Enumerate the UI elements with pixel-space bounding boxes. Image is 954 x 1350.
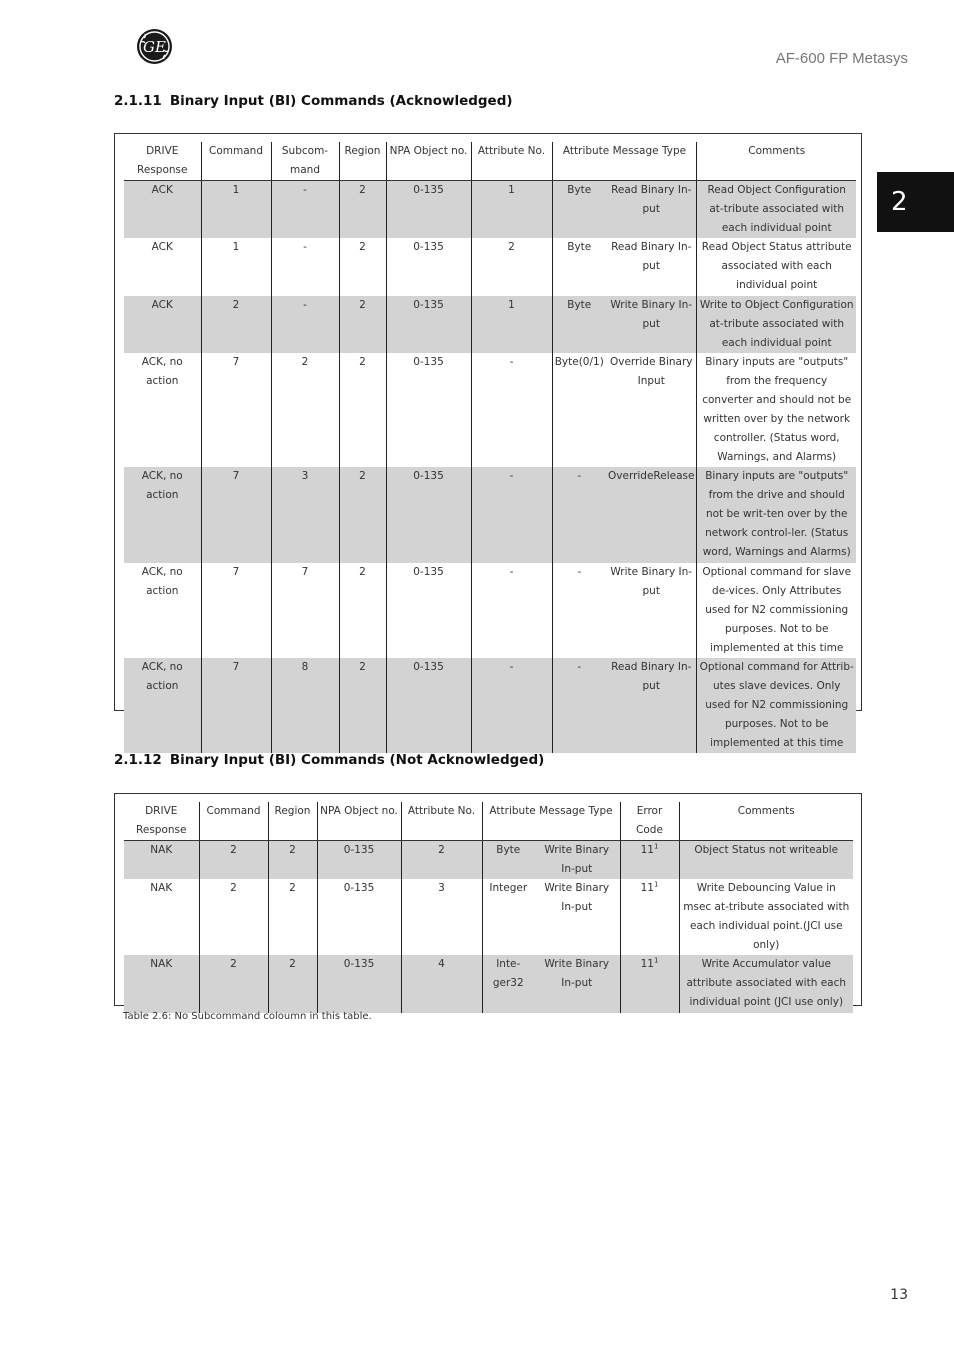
col-drive-response: DRIVE Response [124, 142, 201, 181]
cell-resp: ACK [124, 181, 201, 239]
cell-region: 2 [339, 238, 386, 296]
cell-attr: 4 [401, 955, 482, 1013]
cell-resp: ACK, no action [124, 353, 201, 467]
col-command: Command [201, 142, 271, 181]
cell-cmd: 7 [201, 353, 271, 467]
cell-sub: 2 [271, 353, 339, 467]
cell-npa: 0-135 [317, 955, 401, 1013]
cell-msg: Write Binary In-put [606, 563, 697, 658]
cell-comment: Read Object Configuration at-tribute associated with each individual point [697, 181, 856, 239]
cell-npa: 0-135 [386, 563, 471, 658]
cell-resp: ACK, no action [124, 658, 201, 753]
cell-region: 2 [268, 879, 317, 955]
cell-msg: Write Binary In-put [606, 296, 697, 353]
cell-resp: ACK, no action [124, 467, 201, 563]
table-row [124, 879, 853, 955]
cell-npa: 0-135 [317, 879, 401, 955]
cell-attr: - [471, 467, 552, 563]
table-row [124, 296, 856, 353]
cell-attr: 1 [471, 296, 552, 353]
cell-comment: Optional command for Attrib-utes slave devices. Only used for N2 commissioning purposes. Not to be implemented at this time [697, 658, 856, 753]
table-row [124, 658, 856, 753]
cell-type: Inte-ger32 [482, 955, 534, 1013]
cell-sub: 8 [271, 658, 339, 753]
cell-msg: Write Binary In-put [534, 841, 620, 880]
col-command: Command [199, 802, 268, 841]
cell-region: 2 [339, 296, 386, 353]
table-header-row [124, 802, 853, 841]
error-code-value: 11 [640, 844, 654, 856]
error-code-footnote: 1 [653, 880, 659, 889]
cell-comment: Optional command for slave de-vices. Only Attributes used for N2 commissioning purposes. Not to be implemented at this time [702, 566, 852, 654]
table-caption: Table 2.6: No Subcommand coloumn in this table. [123, 1011, 372, 1022]
cell-attr: 3 [401, 879, 482, 955]
cell-region: 2 [339, 467, 386, 563]
cell-npa: 0-135 [386, 467, 471, 563]
cell-region: 2 [339, 563, 386, 658]
cell-msg: OverrideRelease [606, 467, 697, 563]
chapter-number: 2 [891, 187, 908, 217]
cell-resp: NAK [124, 955, 199, 1013]
cell-region: 2 [339, 181, 386, 239]
section-number: 2.1.11 [114, 93, 162, 109]
cell-type: Byte [552, 181, 606, 239]
cell-msg: Read Binary In-put [606, 238, 697, 296]
cell-cmd: 2 [199, 841, 268, 880]
cell-npa: 0-135 [386, 238, 471, 296]
cell-msg: Write Binary In-put [534, 879, 620, 955]
col-region: Region [268, 802, 317, 841]
cell-sub: - [271, 238, 339, 296]
cell-err [620, 879, 679, 955]
cell-attr: - [471, 658, 552, 753]
cell-cmd: 7 [201, 658, 271, 753]
cell-comment: Read Object Status attribute associated with each individual point [701, 241, 852, 291]
section-title: Binary Input (BI) Commands (Acknowledged) [169, 93, 513, 109]
cell-attr: 1 [471, 181, 552, 239]
cell-cmd: 2 [201, 296, 271, 353]
ge-logo [136, 28, 173, 65]
table-acknowledged-frame [114, 133, 862, 749]
cell-err [620, 841, 679, 880]
cell-cmd: 1 [201, 181, 271, 239]
cell-resp: ACK [124, 238, 201, 296]
cell-npa: 0-135 [386, 353, 471, 467]
cell-err [620, 955, 679, 1013]
cell-npa: 0-135 [317, 841, 401, 880]
cell-type: Byte [482, 841, 534, 880]
cell-comment: Binary inputs are "outputs" from the drive and should not be writ-ten over by the network control-ler. (Status word, Warnings and Alarms) [697, 467, 856, 563]
error-code-value: 11 [640, 958, 654, 970]
col-error-code: Error Code [620, 802, 679, 841]
error-code-footnote: 1 [653, 842, 659, 851]
cell-comment: Binary inputs are "outputs" from the frequency converter and should not be written over by the network controller. (Status word, Warnings, and Alarms) [702, 356, 852, 463]
chapter-tab [877, 172, 954, 232]
cell-type: Byte [552, 296, 606, 353]
cell-npa: 0-135 [386, 658, 471, 753]
cell-comment: Write Accumulator value attribute associated with each individual point (JCI use only) [679, 955, 853, 1013]
table-acknowledged [124, 142, 856, 753]
cell-region: 2 [339, 353, 386, 467]
cell-msg: Override Binary Input [606, 353, 697, 467]
cell-region: 2 [339, 658, 386, 753]
col-comments: Comments [697, 142, 856, 181]
cell-sub: 3 [271, 467, 339, 563]
table-row [124, 467, 856, 563]
cell-type: - [577, 566, 582, 578]
col-attribute-no: Attribute No. [471, 142, 552, 181]
table-not-acknowledged-frame [114, 793, 862, 1006]
page-number: 13 [890, 1287, 908, 1303]
cell-msg: Write Binary In-put [534, 955, 620, 1013]
cell-cmd: 2 [199, 879, 268, 955]
cell-npa: 0-135 [386, 181, 471, 239]
cell-sub: - [271, 296, 339, 353]
table-row [124, 563, 856, 658]
section-heading-acknowledged [114, 93, 513, 109]
cell-resp: ACK [124, 296, 201, 353]
col-region: Region [339, 142, 386, 181]
cell-attr: 2 [401, 841, 482, 880]
error-code-footnote: 1 [653, 956, 659, 965]
error-code-value: 11 [640, 882, 654, 894]
table-row [124, 238, 856, 296]
cell-comment: Write Debouncing Value in msec at-tribute associated with each individual point.(JCI use only) [683, 882, 850, 951]
cell-cmd: 2 [199, 955, 268, 1013]
cell-attr: - [471, 353, 552, 467]
table-header-row [124, 142, 856, 181]
cell-comment: Object Status not writeable [679, 841, 853, 880]
svg-text:GE: GE [143, 38, 166, 56]
cell-cmd: 7 [201, 467, 271, 563]
table-row [124, 955, 853, 1013]
table-row [124, 841, 853, 880]
cell-type: - [552, 467, 606, 563]
table-row [124, 353, 856, 467]
col-drive-response: DRIVE Response [124, 802, 199, 841]
cell-region: 2 [268, 841, 317, 880]
col-attribute-message-type: Attribute Message Type [482, 802, 620, 841]
cell-resp: NAK [124, 841, 199, 880]
cell-comment: Write to Object Configuration at-tribute associated with each individual point [697, 296, 856, 353]
cell-resp: NAK [124, 879, 199, 955]
section-heading-not-acknowledged [114, 752, 544, 768]
section-title: Binary Input (BI) Commands (Not Acknowledged) [169, 752, 545, 768]
cell-type: Byte [567, 241, 592, 253]
cell-sub: - [271, 181, 339, 239]
col-subcommand: Subcom-mand [271, 142, 339, 181]
cell-msg: Read Binary In-put [606, 181, 697, 239]
document-title: AF-600 FP Metasys [775, 50, 908, 67]
section-number: 2.1.12 [114, 752, 162, 768]
cell-region: 2 [268, 955, 317, 1013]
col-npa-object: NPA Object no. [386, 142, 471, 181]
cell-type: Integer [489, 882, 528, 894]
col-attribute-message-type: Attribute Message Type [552, 142, 697, 181]
cell-npa: 0-135 [386, 296, 471, 353]
cell-sub: 7 [271, 563, 339, 658]
cell-cmd: 1 [201, 238, 271, 296]
col-comments: Comments [679, 802, 853, 841]
cell-attr: 2 [471, 238, 552, 296]
cell-attr: - [471, 563, 552, 658]
cell-type: - [552, 658, 606, 753]
cell-type: Byte(0/1) [554, 356, 604, 368]
cell-cmd: 7 [201, 563, 271, 658]
cell-msg: Read Binary In-put [606, 658, 697, 753]
cell-resp: ACK, no action [124, 563, 201, 658]
table-not-acknowledged [124, 802, 853, 1013]
table-row [124, 181, 856, 239]
col-attribute-no: Attribute No. [401, 802, 482, 841]
col-npa-object: NPA Object no. [317, 802, 401, 841]
